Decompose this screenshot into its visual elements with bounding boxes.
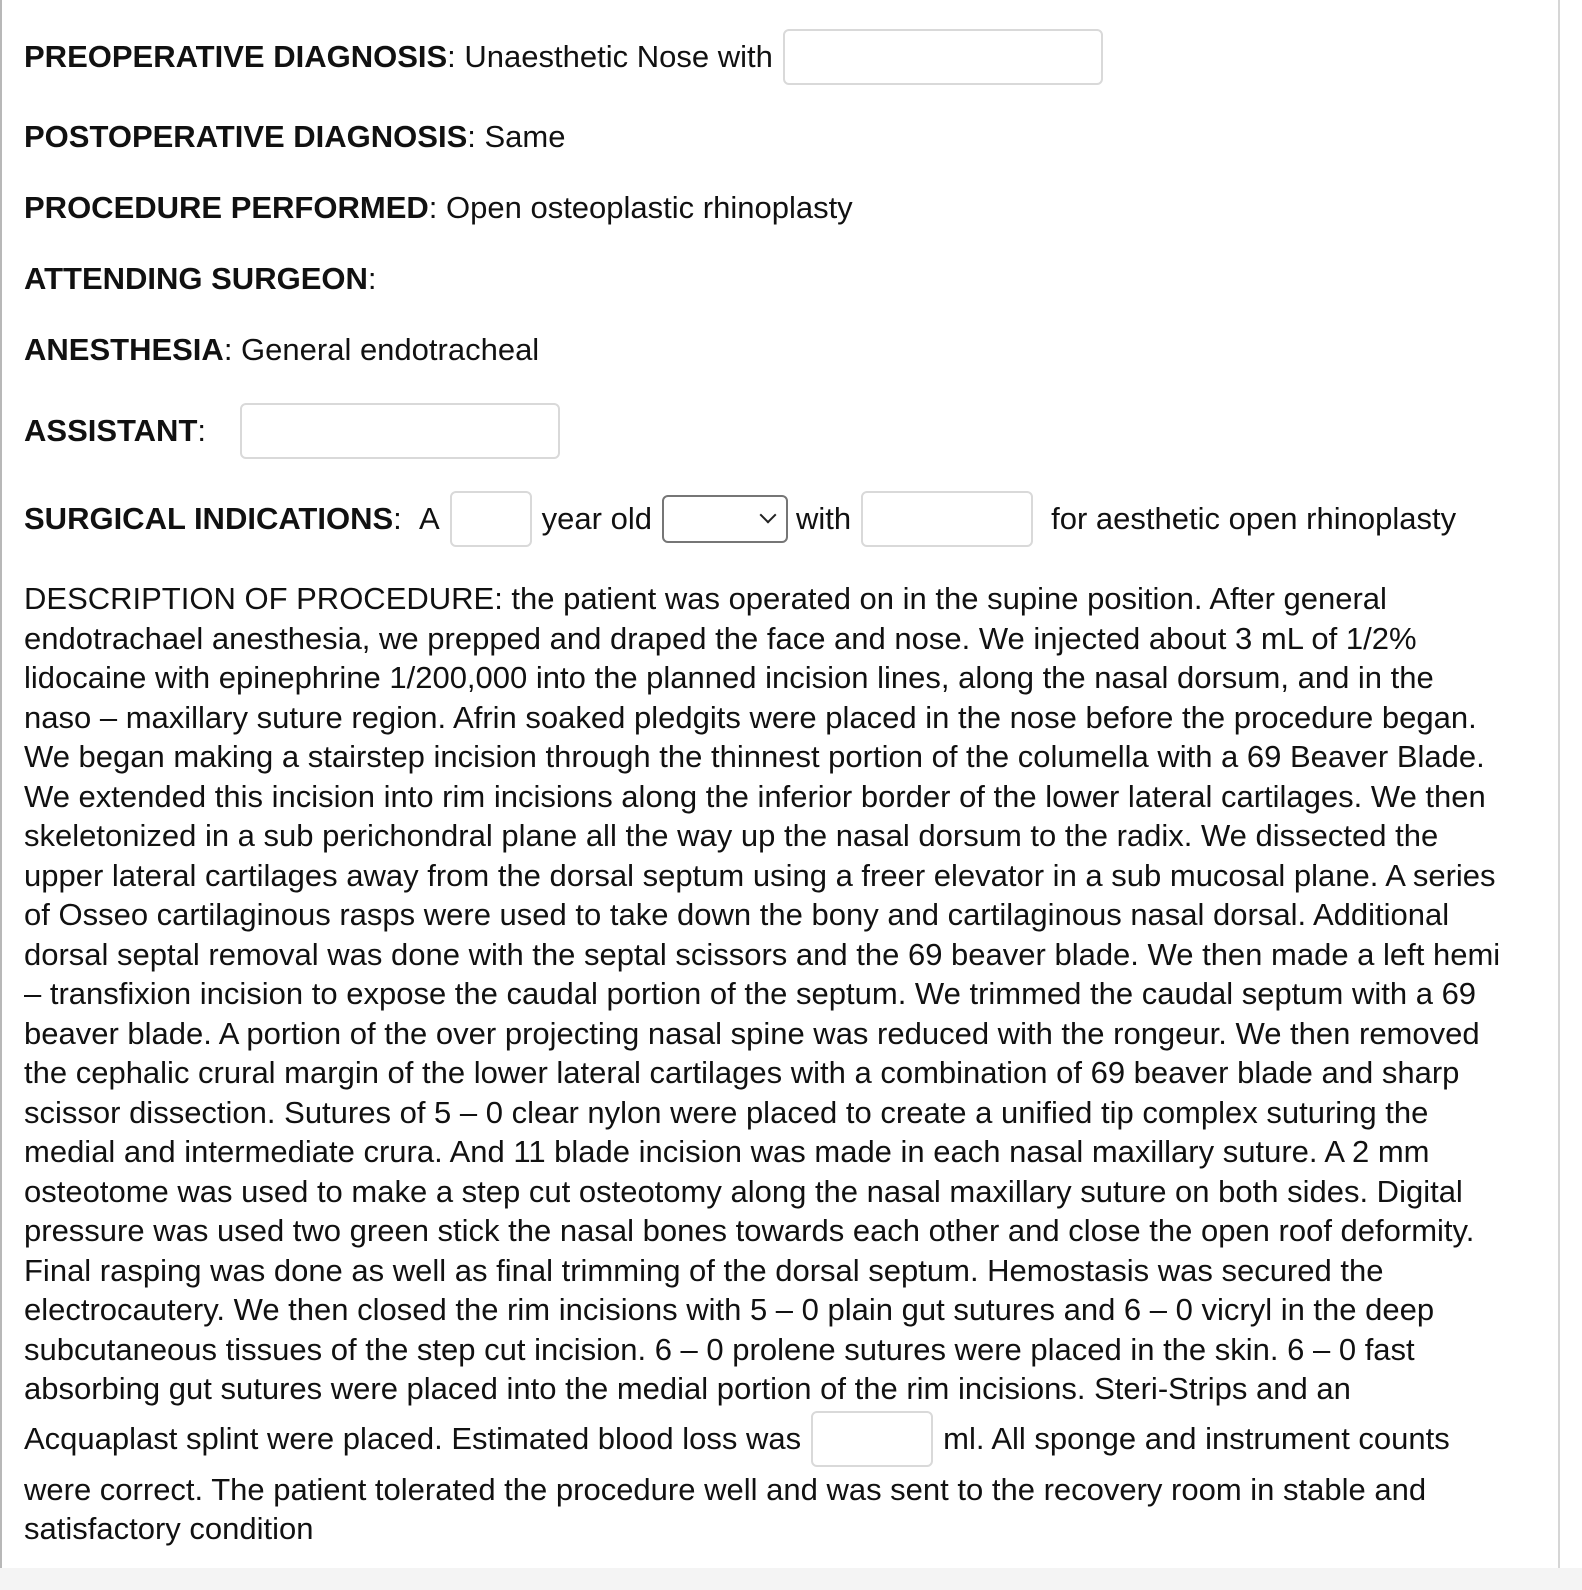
indications-label: SURGICAL INDICATIONS (24, 501, 394, 536)
procedure-text: Open osteoplastic rhinoplasty (446, 190, 853, 225)
blood-loss-input[interactable] (811, 1411, 933, 1467)
indications-prefix: A (418, 501, 440, 536)
description-line: Final rasping was done as well as final trimming of the dorsal septum. Hemostasis was secured the (24, 1252, 1384, 1288)
postop-text: Same (484, 119, 566, 154)
assistant-input[interactable] (240, 403, 560, 459)
description-line: naso – maxillary suture region. Afrin soaked pledgits were placed in the nose before the procedure began. (24, 699, 1477, 735)
indications-row (24, 489, 1456, 549)
description-line: beaver blade. A portion of the over projecting nasal spine was reduced with the rongeur. We then removed (24, 1015, 1480, 1051)
assistant-label: ASSISTANT (24, 413, 198, 448)
preop-row (24, 27, 1103, 87)
description-line: upper lateral cartilages away from the dorsal septum using a freer elevator in a sub mucosal plane. A series (24, 857, 1496, 893)
description-line: – transfixion incision to expose the caudal portion of the septum. We trimmed the caudal septum with a 69 (24, 976, 1477, 1011)
anesthesia-row (24, 320, 539, 380)
age-input[interactable] (450, 491, 532, 547)
postop-row (24, 107, 565, 167)
anesthesia-colon: : (223, 332, 242, 367)
surgeon-row (24, 249, 385, 309)
blood-loss-prefix: Acquaplast splint were placed. Estimated blood loss was (24, 1421, 802, 1457)
description-line: skeletonized in a sub perichondral plane all the way up the nasal dorsum to the radix. We dissected the (24, 818, 1439, 853)
postop-label: POSTOPERATIVE DIAGNOSIS (24, 119, 468, 154)
surgeon-colon: : (367, 261, 386, 296)
description-line: medial and intermediate crura. And 11 blade incision was made in each nasal maxillary suture. A 2 mm (24, 1134, 1430, 1169)
surgeon-label: ATTENDING SURGEON (24, 261, 368, 296)
indications-year-old: year old (541, 501, 652, 536)
description-line: the cephalic crural margin of the lower lateral cartilages with a combination of 69 beaver blade and sharp (24, 1055, 1460, 1090)
description-line: osteotome was used to make a step cut osteotomy along the nasal maxillary suture on both sides. Digital (24, 1173, 1463, 1209)
chevron-down-icon (759, 507, 776, 524)
blood-loss-suffix: ml. All sponge and instrument counts (943, 1421, 1450, 1457)
description-line: DESCRIPTION OF PROCEDURE: the patient was operated on in the supine position. After general (24, 581, 1387, 616)
description-line: absorbing gut sutures were placed into the medial portion of the rim incisions. Steri-Strips and an (24, 1371, 1351, 1406)
indications-colon: : (393, 501, 419, 536)
blood-loss-line (24, 1413, 1534, 1466)
description-line: electrocautery. We then closed the rim incisions with 5 – 0 plain gut sutures and 6 – 0 vicryl in the deep (24, 1292, 1435, 1327)
description-line: scissor dissection. Sutures of 5 – 0 clear nylon were placed to create a unified tip complex suturing the (24, 1094, 1429, 1130)
procedure-label: PROCEDURE PERFORMED (24, 190, 429, 225)
description-line: We extended this incision into rim incisions along the inferior border of the lower lateral cartilages. We then (24, 778, 1486, 814)
description-line: were correct. The patient tolerated the procedure well and was sent to the recovery room in stable and (24, 1471, 1427, 1507)
description-line: pressure was used two green stick the nasal bones towards each other and close the open roof deformity. (24, 1213, 1475, 1248)
bottom-strip (0, 1568, 1582, 1590)
procedure-colon: : (428, 190, 446, 225)
preop-text: Unaesthetic Nose with (464, 39, 773, 74)
gender-select[interactable] (662, 495, 788, 543)
assistant-colon: : (197, 413, 207, 448)
description-line: dorsal septal removal was done with the septal scissors and the 69 beaver blade. We then made a left hemi (24, 936, 1501, 972)
description-line: of Osseo cartilaginous rasps were used to take down the bony and cartilaginous nasal dorsal. Additional (24, 897, 1450, 932)
anesthesia-text: General endotracheal (241, 332, 540, 367)
indications-with: with (795, 501, 852, 536)
condition-input[interactable] (861, 491, 1033, 547)
anesthesia-label: ANESTHESIA (24, 332, 224, 367)
preop-colon: : (447, 39, 465, 74)
description-line: endotrachael anesthesia, we prepped and draped the face and nose. We injected about 3 mL of 1/2% (24, 620, 1417, 656)
description-line: We began making a stairstep incision through the thinnest portion of the columella with a 69 Beaver Blade. (24, 739, 1485, 774)
description-line: satisfactory condition (24, 1511, 314, 1546)
description-line: lidocaine with epinephrine 1/200,000 into the planned incision lines, along the nasal dorsum, and in the (24, 660, 1434, 695)
procedure-row (24, 178, 853, 238)
procedure-description (24, 579, 1534, 1549)
preop-diagnosis-input[interactable] (783, 29, 1103, 85)
indications-suffix: for aesthetic open rhinoplasty (1051, 501, 1457, 536)
postop-colon: : (467, 119, 485, 154)
assistant-row (24, 401, 560, 461)
preop-label: PREOPERATIVE DIAGNOSIS (24, 39, 448, 74)
description-line: subcutaneous tissues of the step cut incision. 6 – 0 prolene sutures were placed in the skin. 6 – 0 fast (24, 1331, 1415, 1367)
